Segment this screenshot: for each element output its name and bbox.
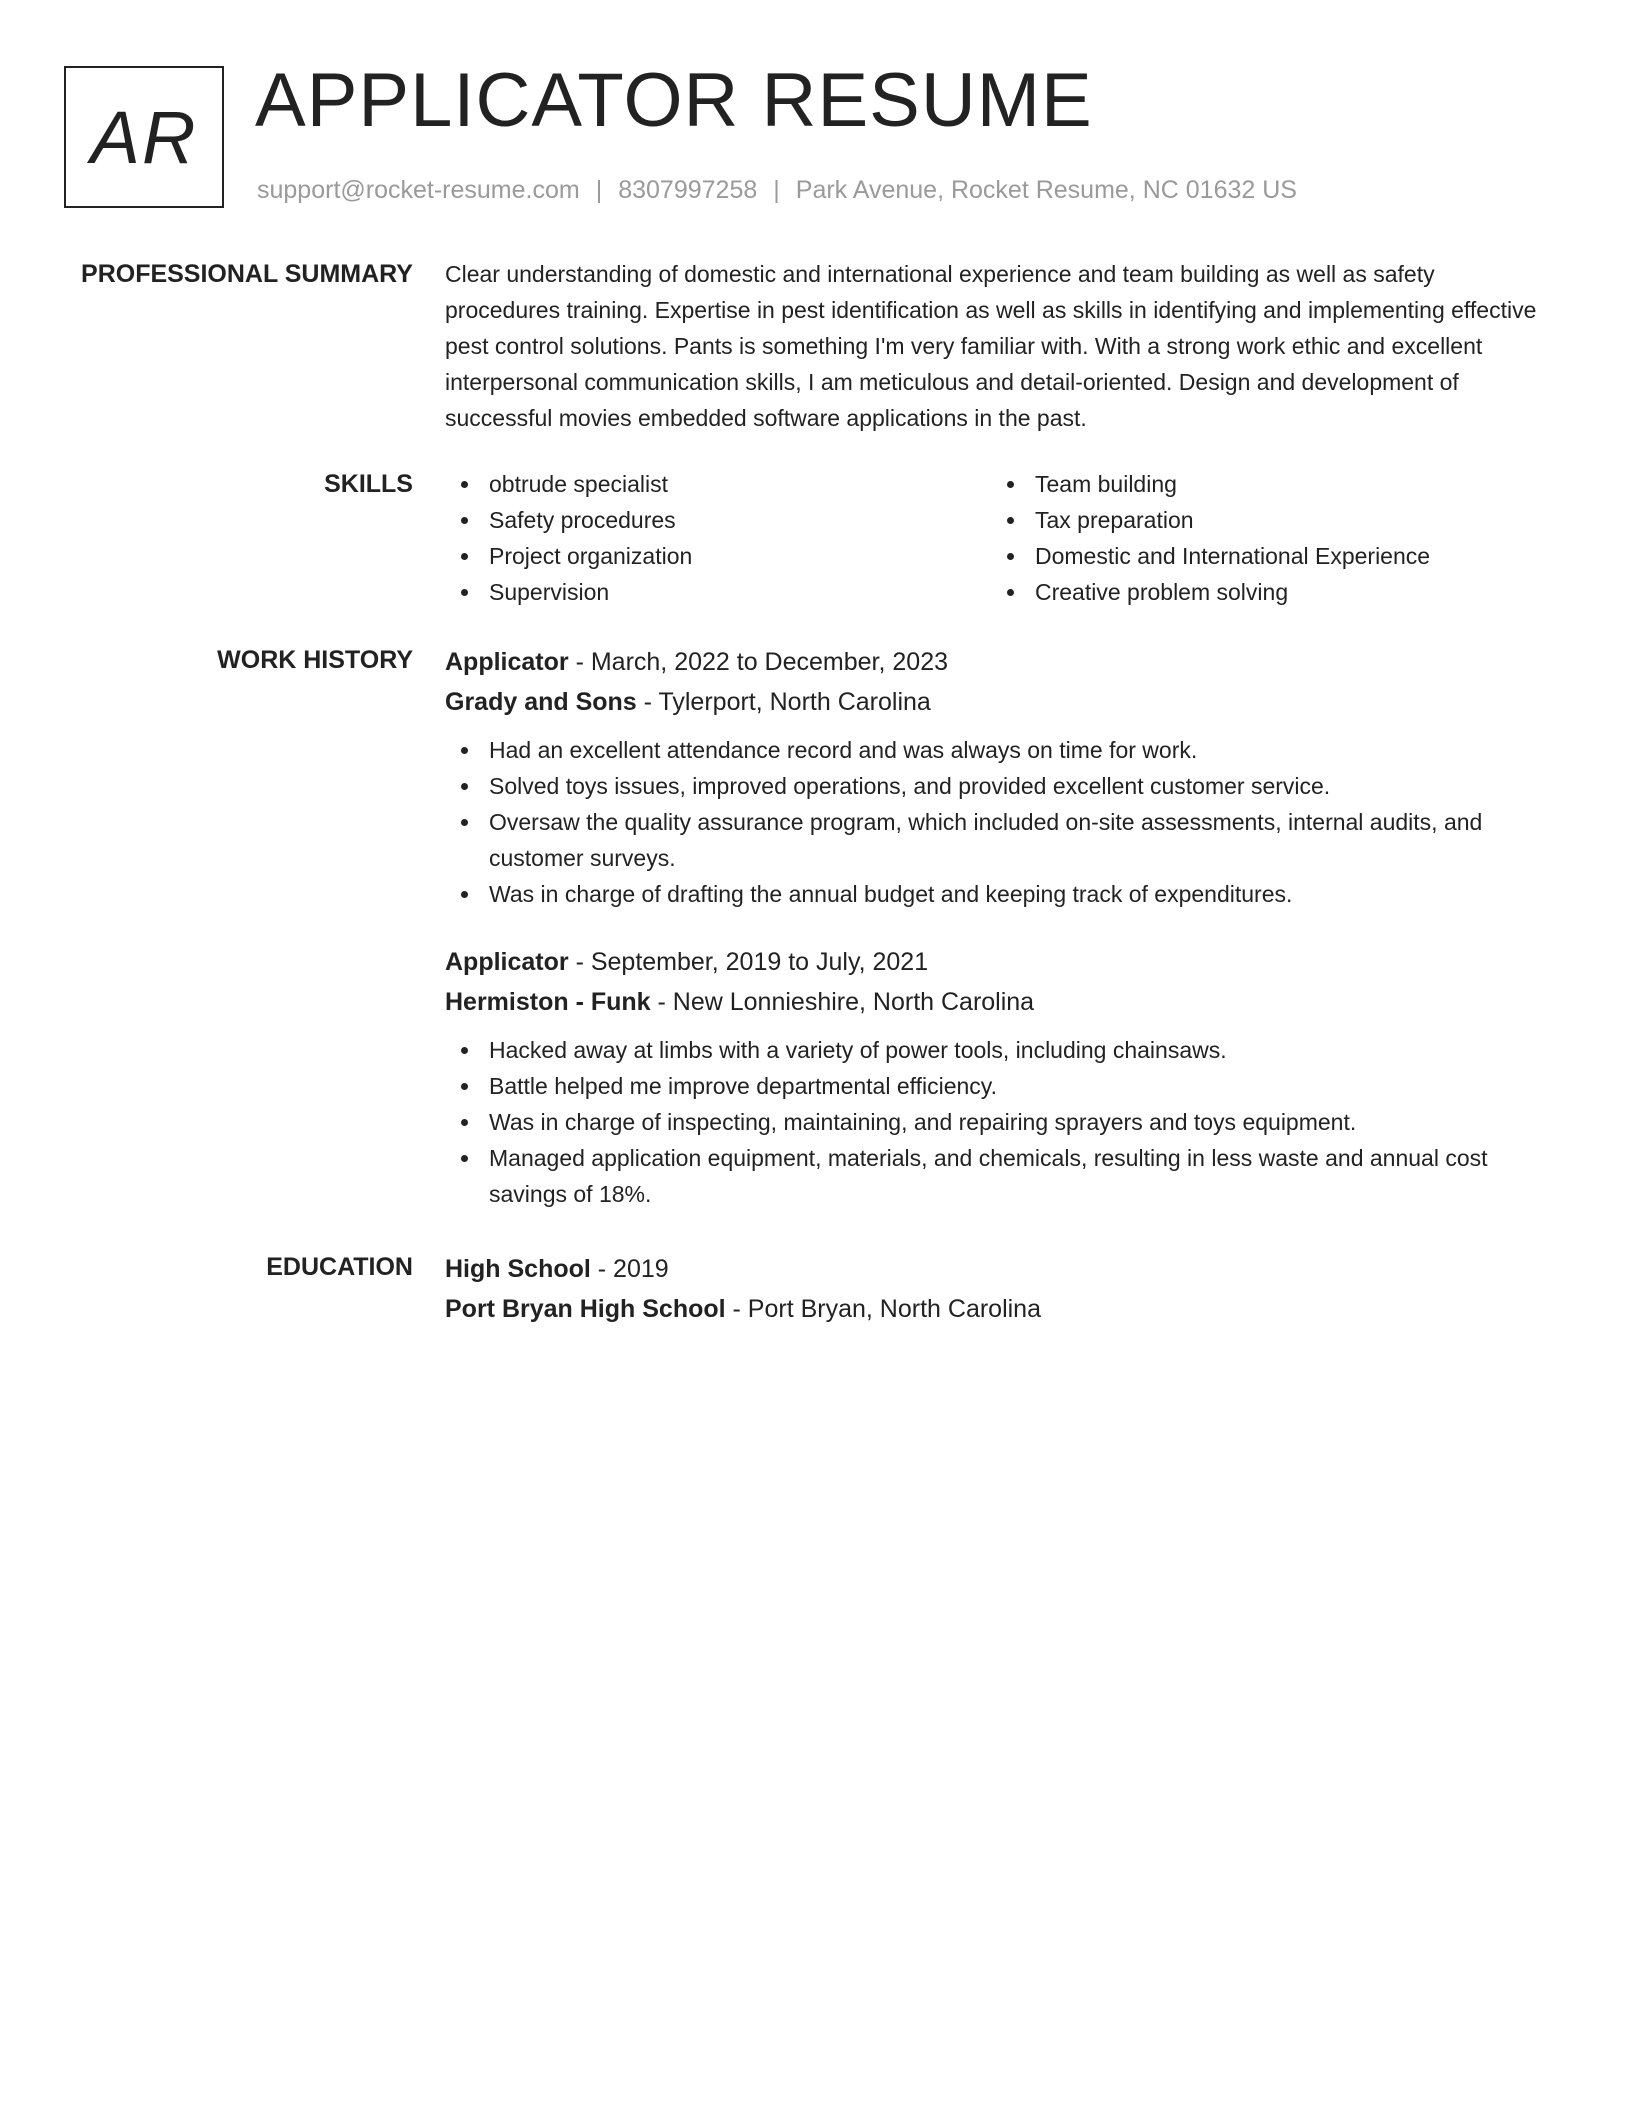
education-body (445, 1249, 1555, 1329)
contact-separator: | (773, 176, 780, 204)
skill-item: Safety procedures (445, 502, 991, 538)
job-dates: - March, 2022 to December, 2023 (568, 648, 948, 676)
job-duties (445, 732, 1555, 912)
contact-email[interactable]: support@rocket-resume.com (257, 176, 580, 204)
contact-line (257, 174, 1297, 206)
job-company-line (445, 682, 1555, 722)
skills-heading: SKILLS (324, 470, 413, 498)
job-company: Grady and Sons (445, 688, 637, 716)
skill-item: Domestic and International Experience (991, 538, 1537, 574)
duty-item: Was in charge of drafting the annual budget and keeping track of expenditures. (445, 876, 1555, 912)
skills-list-right (991, 466, 1537, 610)
work-history-heading: WORK HISTORY (217, 646, 413, 674)
summary-text: Clear understanding of domestic and international experience and team building as well as safety procedures training. Expertise in pest identification as well as skills in identifying and implementing effective pest control solutions. Pants is something I'm very familiar with. With a strong work ethic and excellent interpersonal communication skills, I am meticulous and detail-oriented. Design and development of successful movies embedded software applications in the past. (445, 261, 1537, 431)
job-company: Hermiston - Funk (445, 988, 651, 1016)
education-degree-line (445, 1249, 1555, 1289)
contact-address: Park Avenue, Rocket Resume, NC 01632 US (795, 176, 1297, 204)
duty-item: Battle helped me improve departmental efficiency. (445, 1068, 1555, 1104)
summary-body (445, 256, 1555, 436)
duty-item: Managed application equipment, materials, and chemicals, resulting in less waste and annual cost savings of 18%. (445, 1140, 1555, 1212)
job-company-line (445, 982, 1555, 1022)
job-duties (445, 1032, 1555, 1212)
education-location: - Port Bryan, North Carolina (725, 1295, 1041, 1323)
duty-item: Oversaw the quality assurance program, which included on-site assessments, internal audits, and customer surveys. (445, 804, 1555, 876)
job-location: - Tylerport, North Carolina (636, 688, 931, 716)
contact-phone[interactable]: 8307997258 (618, 176, 758, 204)
education-year: - 2019 (590, 1255, 669, 1283)
skills-body (445, 466, 1555, 610)
skill-item: obtrude specialist (445, 466, 991, 502)
job-title-line (445, 942, 1555, 982)
summary-heading: PROFESSIONAL SUMMARY (81, 260, 413, 288)
skill-item: Team building (991, 466, 1537, 502)
job-title: Applicator (445, 948, 569, 976)
duty-item: Solved toys issues, improved operations, and provided excellent customer service. (445, 768, 1555, 804)
job-title: Applicator (445, 648, 569, 676)
work-history-body (445, 642, 1555, 1212)
skill-item: Project organization (445, 538, 991, 574)
education-school: Port Bryan High School (445, 1295, 726, 1323)
monogram-initials: AR (90, 95, 198, 179)
monogram-logo (64, 66, 224, 208)
job-entry (445, 642, 1555, 912)
contact-separator: | (595, 176, 603, 204)
resume-title: APPLICATOR RESUME (255, 58, 1093, 143)
skill-item: Tax preparation (991, 502, 1537, 538)
job-title-line (445, 642, 1555, 682)
education-heading: EDUCATION (266, 1253, 413, 1281)
education-school-line (445, 1289, 1555, 1329)
skills-list-left (445, 466, 991, 610)
duty-item: Hacked away at limbs with a variety of power tools, including chainsaws. (445, 1032, 1555, 1068)
skills-grid (445, 466, 1555, 610)
skill-item: Supervision (445, 574, 991, 610)
job-location: - New Lonnieshire, North Carolina (650, 988, 1035, 1016)
education-degree: High School (445, 1255, 591, 1283)
skill-item: Creative problem solving (991, 574, 1537, 610)
duty-item: Had an excellent attendance record and was always on time for work. (445, 732, 1555, 768)
job-dates: - September, 2019 to July, 2021 (568, 948, 929, 976)
duty-item: Was in charge of inspecting, maintaining, and repairing sprayers and toys equipment. (445, 1104, 1555, 1140)
job-entry (445, 942, 1555, 1212)
